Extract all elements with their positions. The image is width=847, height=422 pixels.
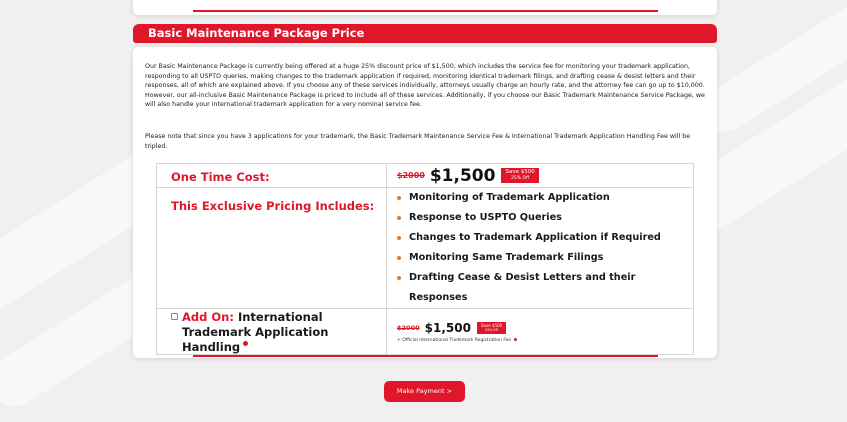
addon-discount-badge [477,322,506,334]
section-title: Basic Maintenance Package Price [148,26,365,40]
old-price: $2000 [397,171,425,180]
badge-off: 25% Off [485,327,498,332]
table-row [157,164,694,188]
list-item: Response to USPTO Queries [397,208,693,228]
previous-section-card [133,0,717,15]
make-payment-button[interactable]: Make Payment > [384,381,465,402]
section-header [133,24,717,43]
badge-save: Save $500 [480,322,503,328]
note-paragraph: Please note that since you have 3 applications for your trademark, the Basic Trademark Maintenance Service Fee & International Trademark Application Handling Fee will be tripled. [145,133,691,150]
addon-checkbox[interactable] [171,313,178,320]
one-time-cost-label: One Time Cost: [171,170,270,184]
list-item: Monitoring of Trademark Application [397,188,693,208]
includes-label: This Exclusive Pricing Includes: [171,199,375,213]
table-row [157,309,694,355]
bullet-icon [397,196,401,200]
badge-save: Save $500 [505,169,535,175]
includes-list [387,188,693,308]
list-item: Monitoring Same Trademark Filings [397,248,693,268]
addon-label-prefix: Add On: [182,310,234,324]
fee-note: + Official International Trademark Registration Fee [387,338,693,343]
info-dot-icon [514,338,517,341]
pricing-table [156,163,694,355]
info-dot-icon [243,341,248,346]
addon-option[interactable] [171,309,386,354]
bullet-icon [397,216,401,220]
table-row [157,188,694,309]
badge-off: 25% Off [511,175,530,181]
bullet-icon [397,236,401,240]
new-price: $1,500 [429,165,496,186]
addon-price-display [387,321,693,335]
addon-label: International Trademark Application Handling [182,310,329,354]
bullet-icon [397,276,401,280]
section-divider [193,10,658,12]
list-item: Drafting Cease & Desist Letters and their Responses [397,268,693,308]
addon-old-price: $2000 [397,323,420,332]
list-item: Changes to Trademark Application if Required [397,228,693,248]
price-display [387,166,693,186]
description-paragraph: Our Basic Maintenance Package is currently being offered at a huge 25% discount price of $1,500, which includes the service fee for monitoring your trademark application, responding to all USPTO queries, making changes to the trademark application if required, monitoring identical trademark filings, and drafting cease & desist letters and their responses, all of which are explained above. If you choose any of these services individually, attorneys usually charge an hourly rate, and the attorney fee can go up to $10,000. However, our all-inclusive Basic Maintenance Package is priced to include all of these services. Additionally, if you choose our Basic Trademark Maintenance Service Package, we will also handle your international trademark application for a very nominal service fee. [145,63,705,109]
discount-badge [501,168,538,183]
section-divider [193,355,658,357]
addon-new-price: $1,500 [424,320,471,335]
bullet-icon [397,256,401,260]
pricing-card [133,47,717,358]
